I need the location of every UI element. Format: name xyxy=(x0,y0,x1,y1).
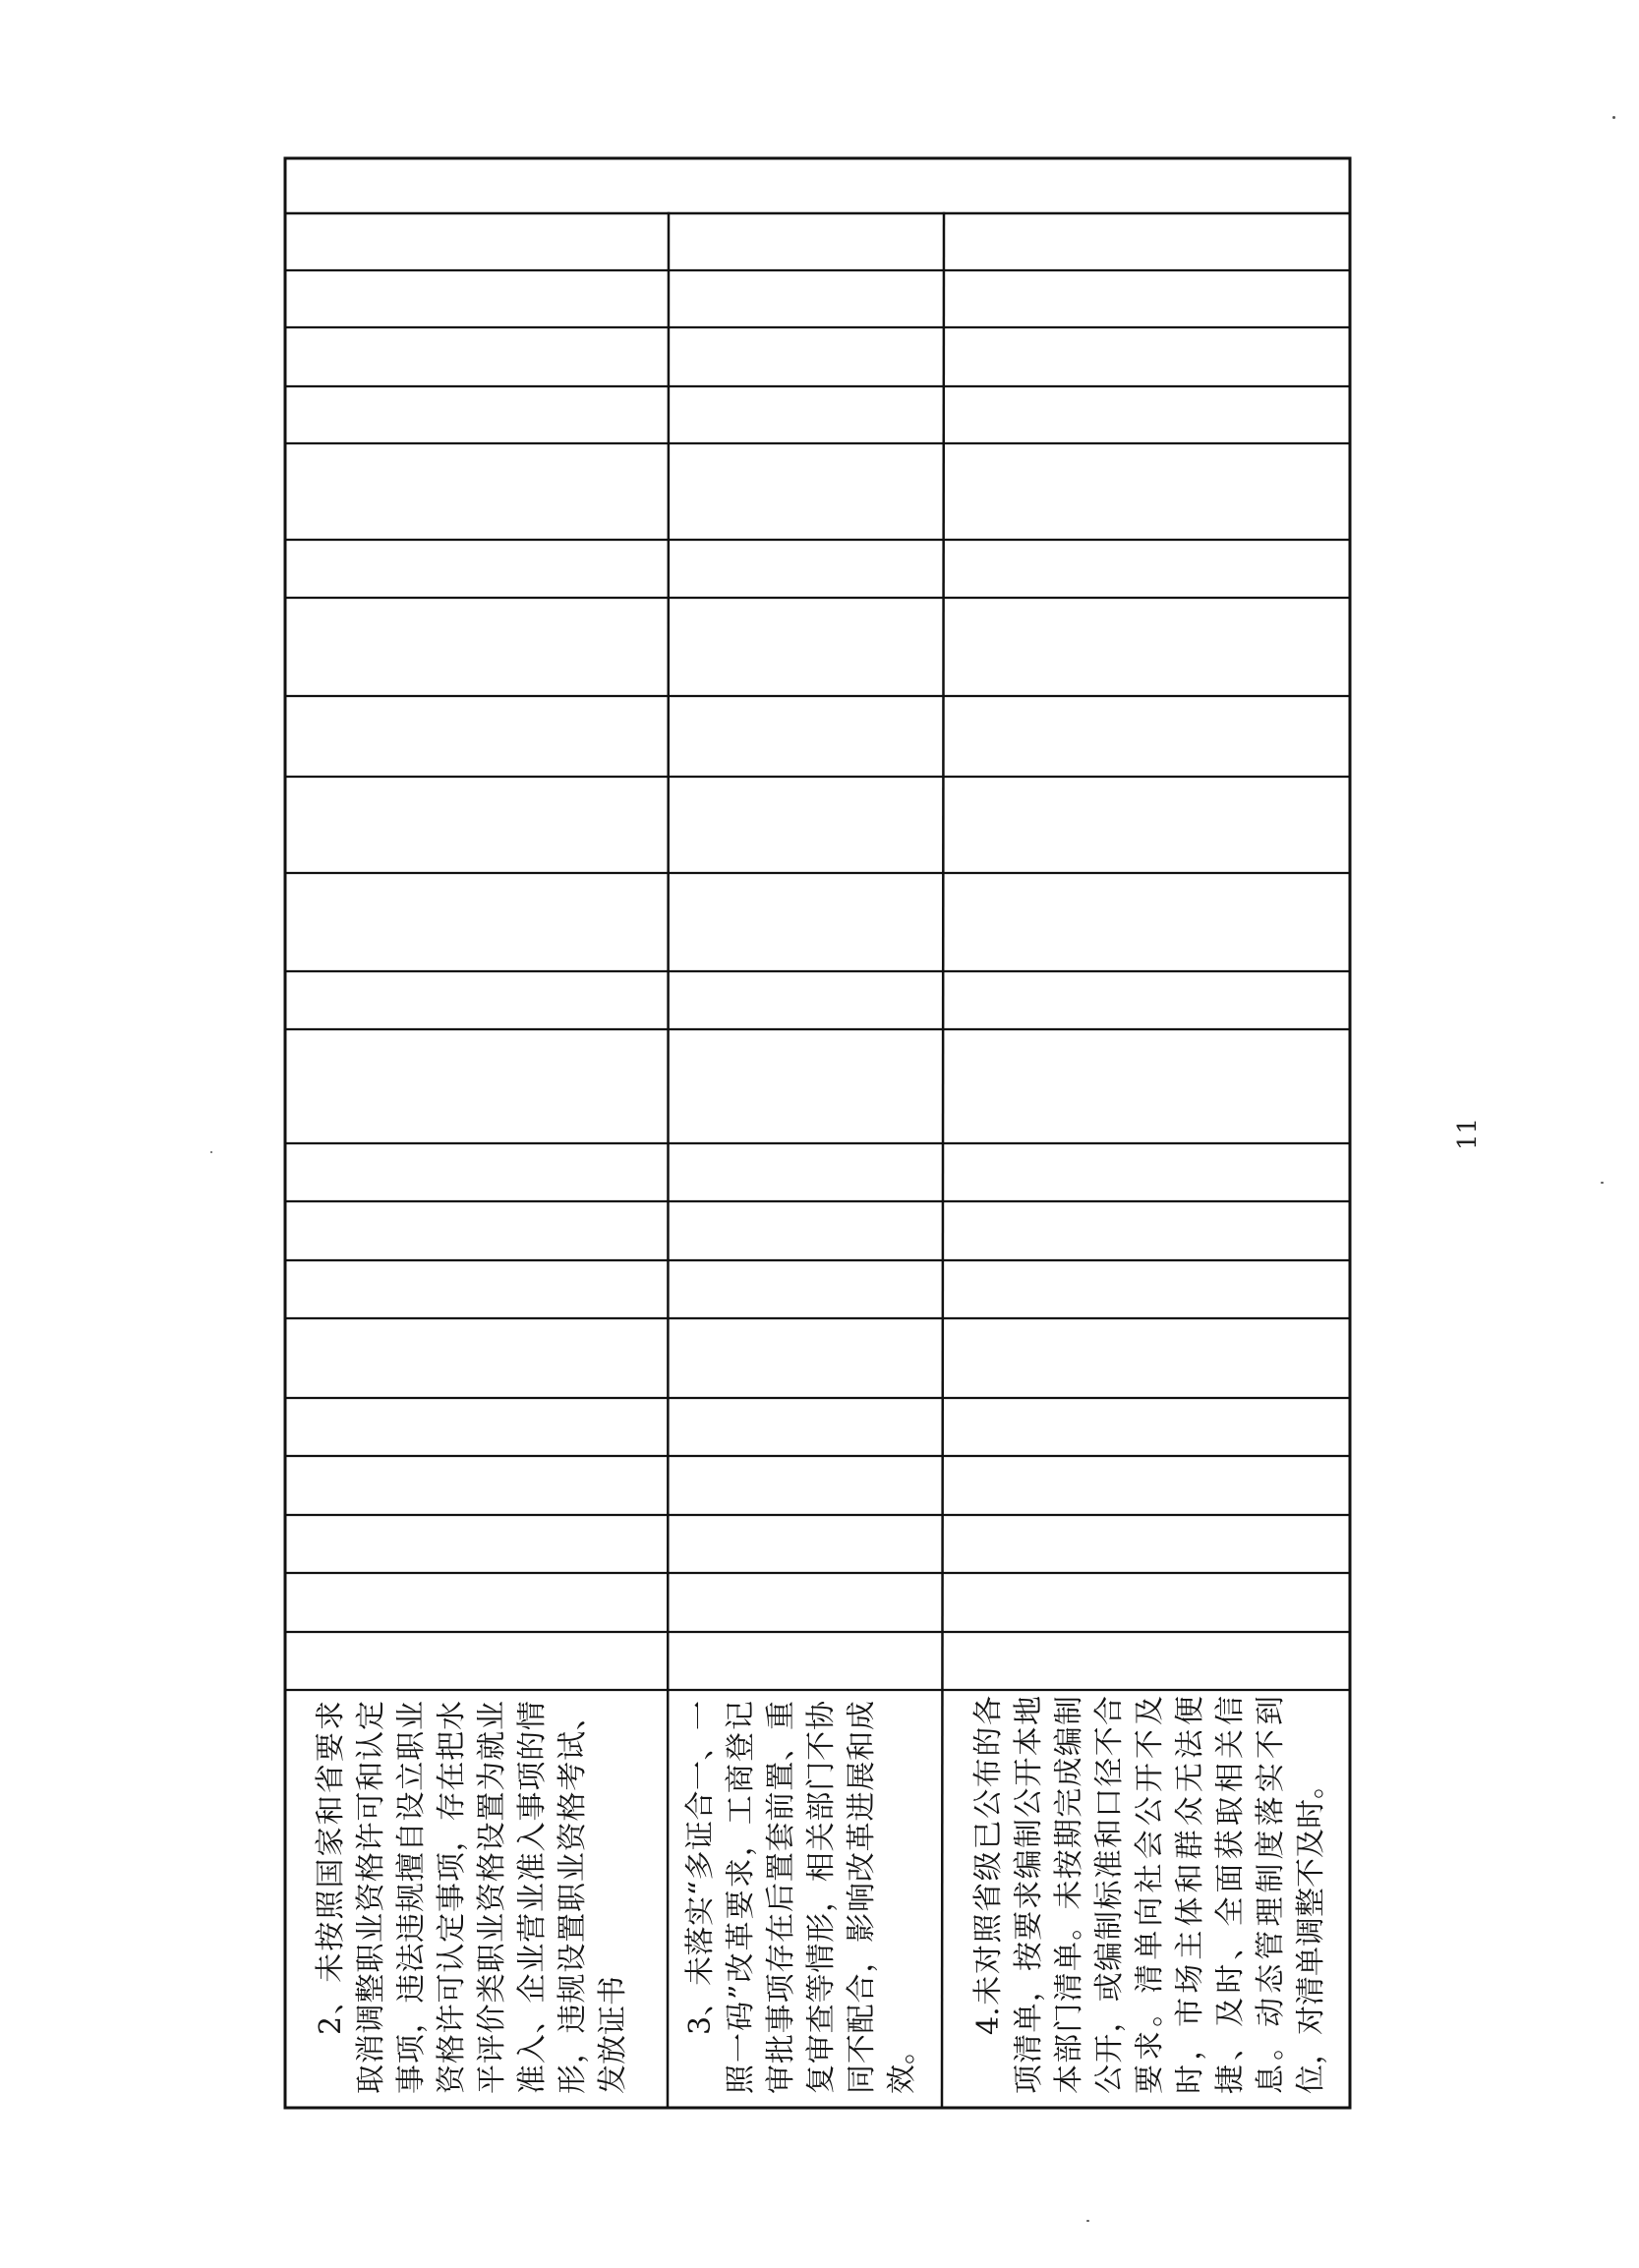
scan-speck xyxy=(210,1151,212,1153)
cell-item-4-text: 4.未对照省级已公布的各项清单，按要求编制公开本地本部门清单。未按期完成编制公开，或编制标准和口径不合要求。清单向社会公开不及时，市场主体和群众无法便捷、及时、全面获取相关信息。动态管理制度落实不到位，对清单调整不及时。 xyxy=(971,1696,1328,2094)
scan-speck xyxy=(1086,2220,1089,2222)
column-divider-2 xyxy=(942,213,944,2106)
cell-item-2-text: 2、未按照国家和省要求取消调整职业资格许可和认定事项，违法违规擅自设立职业资格许可认定事项，存在把水平评价类职业资格设置为就业准入、企业营业准入事项的情形，违规设置职业资格考试、发放证书 xyxy=(314,1701,630,2094)
cell-item-3-text: 3、未落实“多证合一、一照一码”改革要求，工商登记审批事项存在后置套前置、重复审查等情形，相关部门不协同不配合，影响改革进展和成效。 xyxy=(683,1701,919,2094)
page-number: 11 xyxy=(1453,1117,1483,1150)
column-divider-1 xyxy=(668,213,669,2106)
scan-speck xyxy=(1601,1182,1604,1184)
scan-speck xyxy=(1612,116,1615,119)
row-dividers xyxy=(287,270,1348,1690)
